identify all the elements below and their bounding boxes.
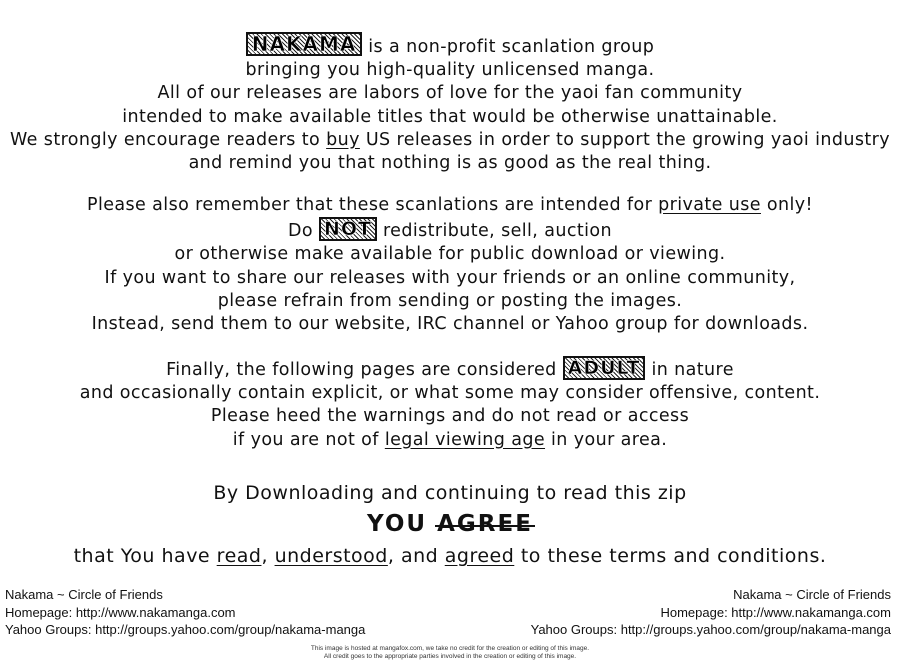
private-line-2: Do NOT redistribute, sell, auction — [288, 218, 612, 242]
adult-stamp: ADULT — [563, 356, 646, 380]
agreement-block — [0, 478, 900, 572]
adult-content-paragraph — [0, 356, 900, 452]
group-name: Nakama ~ Circle of Friends — [733, 587, 891, 602]
intro-paragraph — [0, 32, 900, 175]
private-line-1: Please also remember that these scanlations are intended for private use only! — [87, 195, 813, 215]
intro-line-4: intended to make available titles that would be otherwise unattainable. — [122, 106, 778, 127]
intro-line-6: and remind you that nothing is as good as the real thing. — [188, 153, 712, 174]
private-use-paragraph — [0, 194, 900, 336]
private-line-5: please refrain from sending or posting the images. — [217, 290, 683, 311]
private-line-4: If you want to share our releases with your friends or an online community, — [104, 267, 796, 288]
agreed-underlined: agreed — [444, 545, 515, 567]
intro-line-1 — [0, 32, 900, 59]
yahoo-groups-text: Yahoo Groups: http://groups.yahoo.com/group/nakama-manga — [5, 622, 366, 637]
intro-line-1-text: is a non-profit scanlation group — [362, 37, 655, 57]
adult-line-3: Please heed the warnings and do not read or access — [210, 406, 690, 427]
homepage-text: Homepage: http://www.nakamanga.com — [660, 604, 891, 620]
legal-age-underlined: legal viewing age — [384, 429, 546, 450]
not-stamp: NOT — [319, 217, 377, 241]
agreement-line-1: By Downloading and continuing to read this zip — [213, 482, 687, 504]
read-underlined: read — [216, 545, 262, 567]
you-agree-heading: YOU AGREE — [0, 508, 900, 540]
homepage-text: Homepage: http://www.nakamanga.com — [5, 604, 236, 620]
disclaimer-line-1: This image is hosted at mangafox.com, we take no credit for the creation or editing of this image. — [310, 645, 590, 652]
group-name: Nakama ~ Circle of Friends — [5, 587, 163, 602]
credits-right — [531, 586, 891, 639]
understood-underlined: understood — [274, 545, 388, 567]
adult-line-1: Finally, the following pages are considered ADULT in nature — [166, 357, 734, 380]
private-line-6: Instead, send them to our website, IRC channel or Yahoo group for downloads. — [91, 314, 809, 335]
intro-line-3: All of our releases are labors of love for the yaoi fan community — [157, 83, 743, 104]
adult-line-4: if you are not of legal viewing age in your area. — [232, 429, 668, 450]
agreement-line-3: that You have read, understood, and agreed to these terms and conditions. — [73, 545, 827, 567]
agree-word: AGREE — [437, 508, 533, 540]
private-use-underlined: private use — [658, 195, 761, 215]
intro-line-5: We strongly encourage readers to buy US releases in order to support the growing yaoi industry — [10, 129, 890, 150]
buy-underlined: buy — [326, 129, 360, 150]
yahoo-groups-text: Yahoo Groups: http://groups.yahoo.com/group/nakama-manga — [530, 622, 891, 637]
nakama-logo-stamp: NAKAMA — [246, 32, 363, 56]
disclaimer-line-2: All credit goes to the appropriate parties involved in the creation or editing of this image. — [323, 653, 577, 660]
credits-left — [5, 586, 365, 639]
intro-line-2: bringing you high-quality unlicensed manga. — [245, 60, 655, 81]
private-line-3: or otherwise make available for public download or viewing. — [174, 244, 726, 265]
adult-line-2: and occasionally contain explicit, or what some may consider offensive, content. — [79, 383, 821, 404]
hosting-disclaimer — [0, 645, 900, 661]
